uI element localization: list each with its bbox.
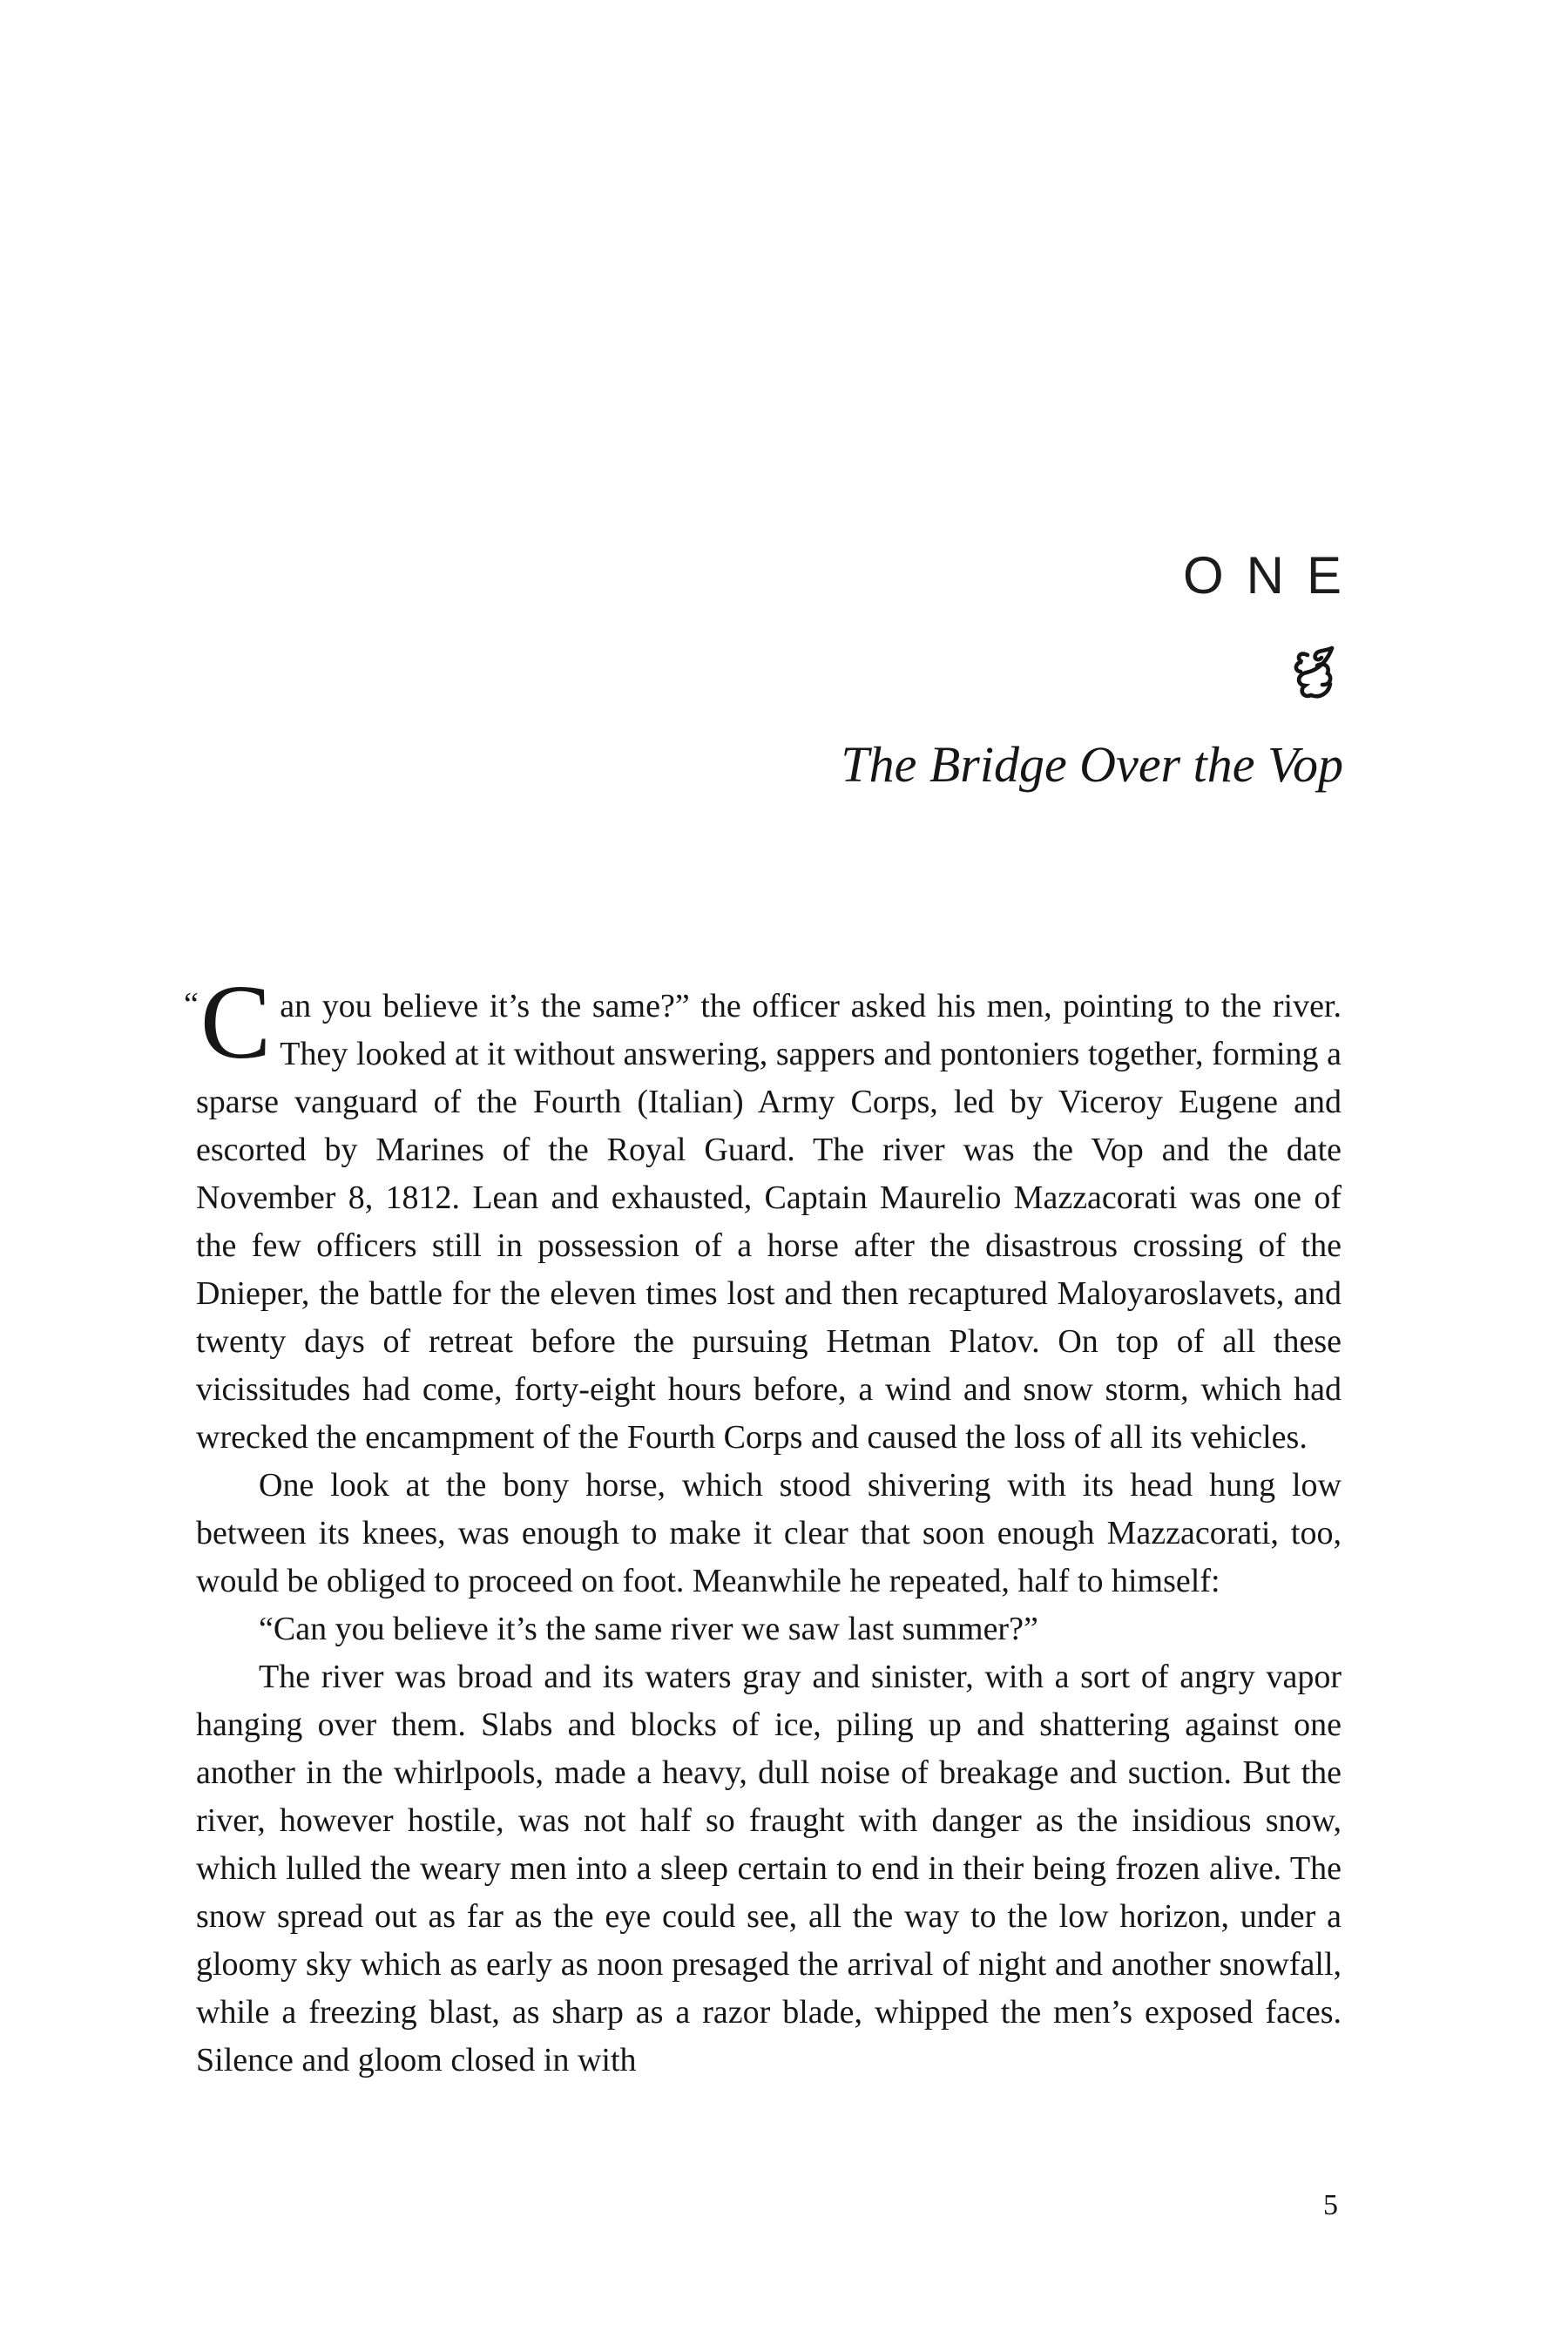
paragraph bbox=[196, 1462, 1342, 1605]
paragraph bbox=[196, 1653, 1342, 2085]
paragraph-text: One look at the bony horse, which stood shivering with its head hung low between its knees, was enough to make it clear that soon enough Mazzacorati, too, would be obliged to proceed on foot. Meanwhile he repeated, half to himself: bbox=[196, 1467, 1342, 1599]
paragraph-text: The river was broad and its waters gray and sinister, with a sort of angry vapor hanging over them. Slabs and blocks of ice, piling up and shattering against one another in the whirlpools, made a heavy, dull noise of breakage and suction. But the river, however hostile, was not half so fraught with danger as the insidious snow, which lulled the weary men into a sleep certain to end in their being frozen alive. The snow spread out as far as the eye could see, all the way to the low horizon, under a gloomy sky which as early as noon presaged the arrival of night and another snowfall, while a freezing blast, as sharp as a razor blade, whipped the men’s exposed faces. Silence and gloom closed in with bbox=[196, 1659, 1342, 2078]
paragraph bbox=[196, 1605, 1342, 1653]
fleuron-ornament-icon bbox=[1293, 645, 1336, 700]
drop-cap-letter: C bbox=[199, 963, 272, 1081]
page-number: 5 bbox=[1323, 2189, 1338, 2221]
paragraph-text: “Can you believe it’s the same river we saw last summer?” bbox=[259, 1611, 1038, 1647]
paragraph bbox=[184, 963, 1342, 1462]
paragraph-text: an you believe it’s the same?” the officer asked his men, pointing to the river. They looked at it without answering, sappers and pontoniers together, forming a sparse vanguard of the Fourth (Italian) Army Corps, led by Viceroy Eugene and escorted by Marines of the Royal Guard. The river was the Vop and the date November 8, 1812. Lean and exhausted, Captain Maurelio Mazzacorati was one of the few officers still in possession of a horse after the disastrous crossing of the Dnieper, the battle for the eleven times lost and then recaptured Maloyaroslavets, and twenty days of retreat before the pursuing Hetman Platov. On top of all these vicissitudes had come, forty-eight hours before, a wind and snow storm, which had wrecked the encampment of the Fourth Corps and caused the loss of all its vehicles. bbox=[196, 988, 1342, 1456]
chapter-number: ONE bbox=[1182, 546, 1364, 605]
body-text bbox=[184, 963, 1342, 2085]
drop-cap-open-quote: “ bbox=[184, 986, 199, 1023]
chapter-title: The Bridge Over the Vop bbox=[841, 736, 1343, 793]
